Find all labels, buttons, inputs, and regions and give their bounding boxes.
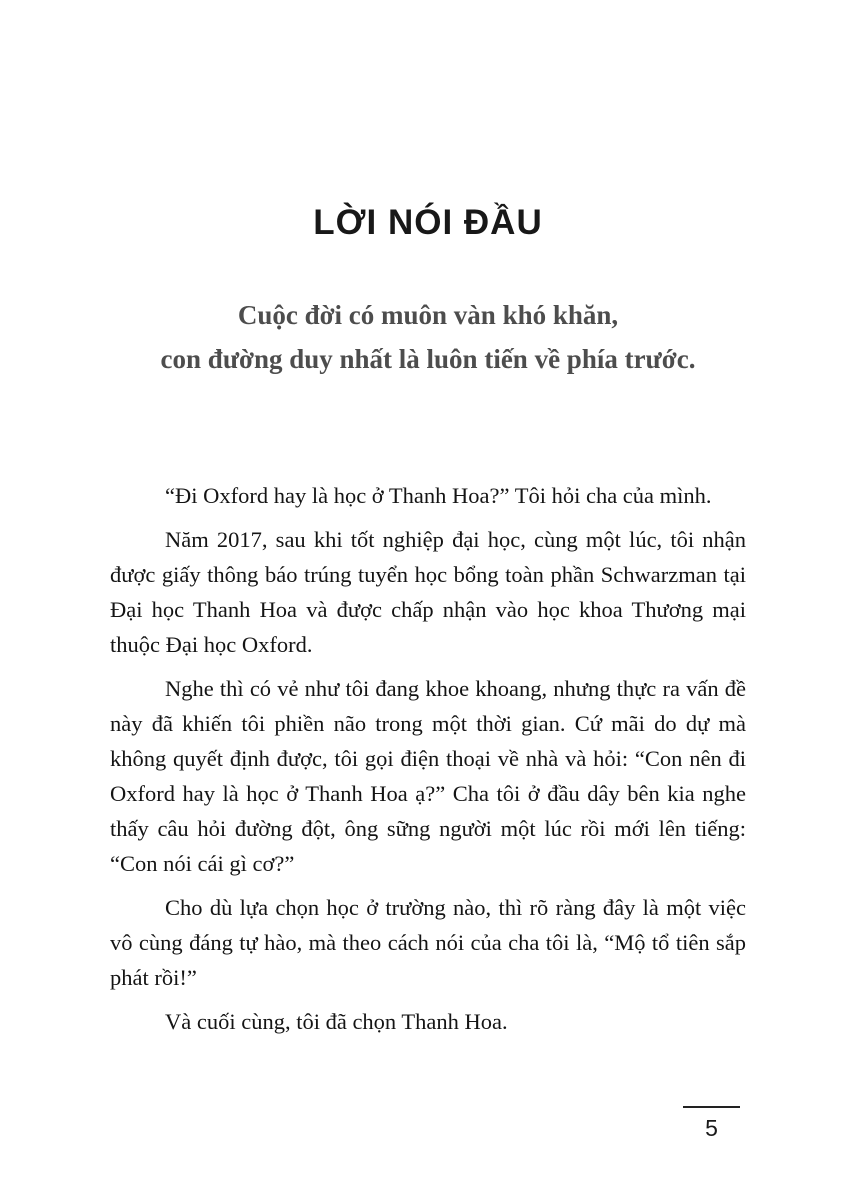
epigraph [110,293,746,381]
epigraph-line-2: con đường duy nhất là luôn tiến về phía trước. [160,344,696,374]
epigraph-line-1: Cuộc đời có muôn vàn khó khăn, [237,300,619,330]
page-footer [683,1106,740,1141]
paragraph-1: “Đi Oxford hay là học ở Thanh Hoa?” Tôi hỏi cha của mình. [165,483,712,508]
paragraph-2: Năm 2017, sau khi tốt nghiệp đại học, cùng một lúc, tôi nhận được giấy thông báo trúng tuyển học bổng toàn phần Schwarzman tại Đại học Thanh Hoa và được chấp nhận vào học khoa Thương mại thuộc Đại học Oxford. [110,527,746,657]
chapter-title: LỜI NÓI ĐẦU [313,203,543,242]
paragraph-3: Nghe thì có vẻ như tôi đang khoe khoang, nhưng thực ra vấn đề này đã khiến tôi phiền não trong một thời gian. Cứ mãi do dự mà không quyết định được, tôi gọi điện thoại về nhà và hỏi: “Con nên đi Oxford hay là học ở Thanh Hoa ạ?” Cha tôi ở đầu dây bên kia nghe thấy câu hỏi đường đột, ông sững người một lúc rồi mới lên tiếng: “Con nói cái gì cơ?” [110,676,746,876]
footer-rule [683,1106,740,1108]
paragraph-4: Cho dù lựa chọn học ở trường nào, thì rõ ràng đây là một việc vô cùng đáng tự hào, mà theo cách nói của cha tôi là, “Mộ tổ tiên sắp phát rồi!” [110,895,746,990]
paragraph-5: Và cuối cùng, tôi đã chọn Thanh Hoa. [165,1009,508,1034]
body-text [110,478,746,1039]
page-content [110,0,746,1039]
page-number: 5 [705,1115,718,1141]
